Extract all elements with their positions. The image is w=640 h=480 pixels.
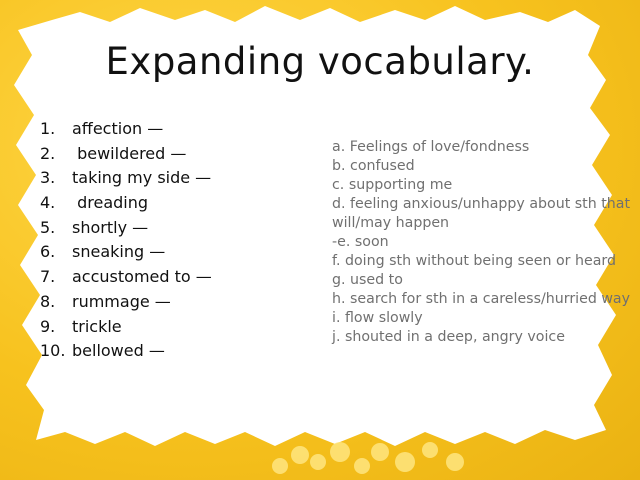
term-text: bellowed — bbox=[72, 341, 165, 361]
definition-item: -e. soon bbox=[332, 234, 389, 250]
list-item: 8. rummage — bbox=[40, 291, 171, 311]
page-title: Expanding vocabulary. bbox=[105, 40, 535, 83]
list-item: 5. shortly — bbox=[40, 217, 149, 237]
definition-item: j. shouted in a deep, angry voice bbox=[332, 329, 565, 345]
term-text: taking my side — bbox=[72, 168, 212, 188]
definition-item: b. confused bbox=[332, 158, 415, 174]
term-text: rummage — bbox=[72, 291, 171, 311]
definition-item: c. supporting me bbox=[332, 177, 453, 193]
list-item: 2. bewildered — bbox=[40, 143, 187, 163]
definition-list bbox=[332, 138, 632, 347]
list-item: 7. accustomed to — bbox=[40, 267, 212, 287]
list-item: 9. trickle bbox=[40, 316, 122, 336]
term-text: affection — bbox=[72, 119, 164, 138]
list-item: 10. bellowed — bbox=[40, 341, 165, 361]
definition-item: h. search for sth in a careless/hurried way bbox=[332, 291, 631, 307]
term-text: sneaking — bbox=[72, 242, 166, 262]
term-text: bewildered — bbox=[72, 143, 187, 163]
list-item: 4. dreading bbox=[40, 193, 149, 213]
list-item: 1. affection — bbox=[40, 119, 164, 138]
vocabulary-term-list bbox=[40, 117, 212, 364]
definition-item: g. used to bbox=[332, 272, 403, 288]
definition-item: d. feeling anxious/unhappy about sth that will/may happen bbox=[332, 196, 631, 231]
list-item: 3. taking my side — bbox=[40, 168, 212, 188]
definition-item: a. Feelings of love/fondness bbox=[332, 139, 530, 155]
term-text: dreading bbox=[72, 193, 149, 213]
term-text: trickle bbox=[72, 316, 122, 336]
list-item: 6. sneaking — bbox=[40, 242, 166, 262]
definition-item: f. doing sth without being seen or heard bbox=[332, 253, 616, 269]
term-text: shortly — bbox=[72, 217, 149, 237]
definition-item: i. flow slowly bbox=[332, 310, 423, 326]
term-text: accustomed to — bbox=[72, 267, 212, 287]
